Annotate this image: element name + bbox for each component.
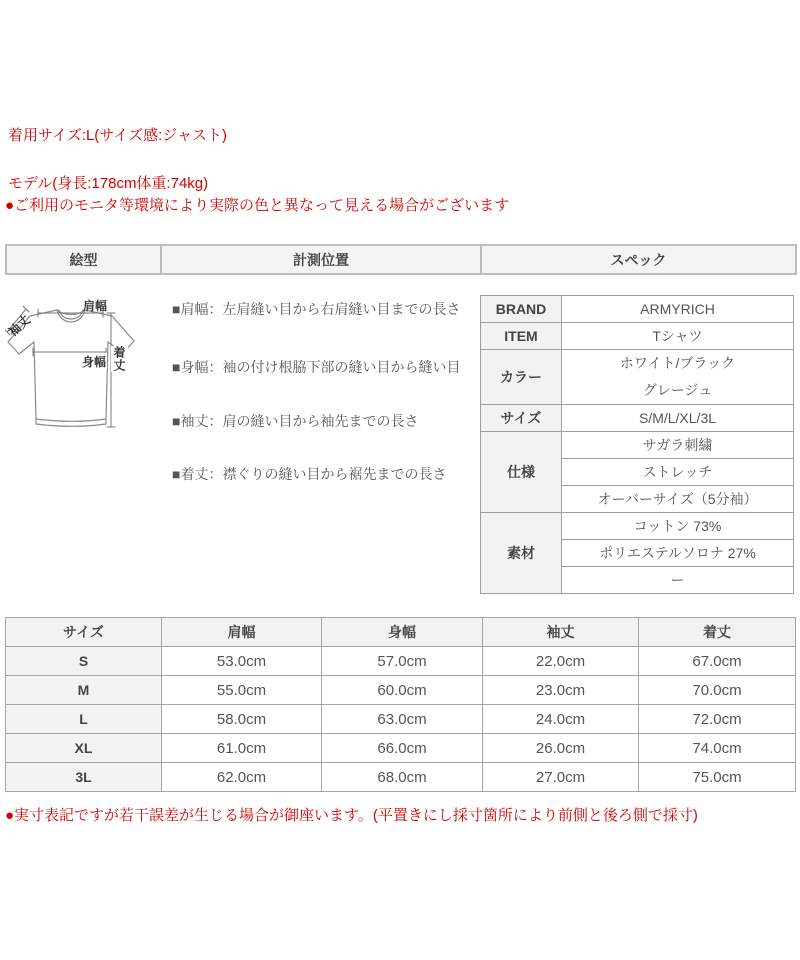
size-row-s [6, 647, 796, 676]
spec-value-color-line2: グレージュ [642, 382, 713, 398]
size-chart-header-shoulder: 肩幅 [162, 618, 322, 647]
size-cell: 27.0cm [483, 763, 639, 792]
size-cell: 67.0cm [639, 647, 796, 676]
size-chart-header-row [6, 618, 796, 647]
spec-label-brand: BRAND [481, 296, 562, 323]
size-row-xl [6, 734, 796, 763]
size-cell: 24.0cm [483, 705, 639, 734]
size-label: S [6, 647, 162, 676]
size-row-m [6, 676, 796, 705]
spec-row-size [481, 405, 794, 432]
spec-value-material-2: ポリエステルソロナ 27% [562, 540, 794, 567]
monitor-color-note: ●ご利用のモニタ等環境により実際の色と異なって見える場合がございます [5, 197, 510, 214]
size-row-3l [6, 763, 796, 792]
size-label: L [6, 705, 162, 734]
spec-value-item: Tシャツ [562, 323, 794, 350]
size-cell: 62.0cm [162, 763, 322, 792]
info-header-measure-position: 計測位置 [160, 246, 482, 273]
size-chart-header-size: サイズ [6, 618, 162, 647]
measurement-def-length: ■着丈：襟ぐりの縫い目から裾先までの長さ [172, 466, 447, 482]
spec-label-color: カラー [481, 350, 562, 405]
size-cell: 53.0cm [162, 647, 322, 676]
size-label: M [6, 676, 162, 705]
spec-table [480, 295, 794, 594]
spec-value-material-1: コットン 73% [562, 513, 794, 540]
size-chart-header-sleeve: 袖丈 [483, 618, 639, 647]
info-header-spec: スペック [610, 251, 667, 268]
size-cell: 66.0cm [322, 734, 483, 763]
spec-value-material-3: ー [562, 567, 794, 594]
spec-row-material [481, 513, 794, 540]
measurement-def-sleeve: ■袖丈：肩の縫い目から袖先までの長さ [172, 413, 419, 429]
size-cell: 70.0cm [639, 676, 796, 705]
spec-value-feature-3: オーバーサイズ（5分袖） [562, 486, 794, 513]
spec-value-color [562, 350, 794, 405]
spec-row-color [481, 350, 794, 405]
tshirt-diagram [5, 295, 173, 443]
body-width-label: 身幅 [82, 355, 107, 369]
size-chart-header-body: 身幅 [322, 618, 483, 647]
size-cell: 58.0cm [162, 705, 322, 734]
size-chart-table [5, 617, 796, 792]
size-cell: 55.0cm [162, 676, 322, 705]
spec-row-brand [481, 296, 794, 323]
spec-value-size: S/M/L/XL/3L [562, 405, 794, 432]
size-cell: 72.0cm [639, 705, 796, 734]
size-cell: 75.0cm [639, 763, 796, 792]
garment-length-label: 着丈 [112, 346, 126, 372]
size-cell: 22.0cm [483, 647, 639, 676]
size-label: 3L [6, 763, 162, 792]
spec-value-feature-2: ストレッチ [562, 459, 794, 486]
spec-label-size: サイズ [481, 405, 562, 432]
spec-value-feature-1: サガラ刺繍 [562, 432, 794, 459]
measurement-definitions [172, 297, 477, 492]
spec-value-brand: ARMYRICH [562, 296, 794, 323]
spec-label-material: 素材 [481, 513, 562, 594]
measurement-def-body: ■身幅：袖の付け根脇下部の縫い目から縫い目 [172, 359, 461, 375]
measurement-def-shoulder: ■肩幅：左肩縫い目から右肩縫い目までの長さ [172, 301, 461, 317]
size-cell: 61.0cm [162, 734, 322, 763]
size-chart-header-length: 着丈 [639, 618, 796, 647]
size-cell: 23.0cm [483, 676, 639, 705]
size-cell: 60.0cm [322, 676, 483, 705]
spec-label-item: ITEM [481, 323, 562, 350]
size-row-l [6, 705, 796, 734]
size-label: XL [6, 734, 162, 763]
size-cell: 68.0cm [322, 763, 483, 792]
shoulder-width-label: 肩幅 [83, 299, 108, 313]
model-info-line: モデル(身長:178cm体重:74kg) [8, 175, 209, 192]
wearing-size-note [8, 124, 227, 196]
sleeve-length-label: 袖丈 [5, 312, 33, 340]
info-header-drawing: 絵型 [69, 251, 98, 268]
spec-row-item [481, 323, 794, 350]
size-cell: 57.0cm [322, 647, 483, 676]
measurement-disclaimer-note: ●実寸表記ですが若干誤差が生じる場合が御座います。(平置きにし採寸箇所により前側と後ろ側で採寸) [5, 807, 698, 824]
size-cell: 63.0cm [322, 705, 483, 734]
spec-label-feature: 仕様 [481, 432, 562, 513]
spec-row-feature [481, 432, 794, 459]
size-cell: 74.0cm [639, 734, 796, 763]
spec-value-color-line1: ホワイト/ブラック [619, 355, 736, 371]
wearing-size-line: 着用サイズ:L(サイズ感:ジャスト) [8, 127, 227, 144]
info-header [5, 244, 797, 275]
size-cell: 26.0cm [483, 734, 639, 763]
